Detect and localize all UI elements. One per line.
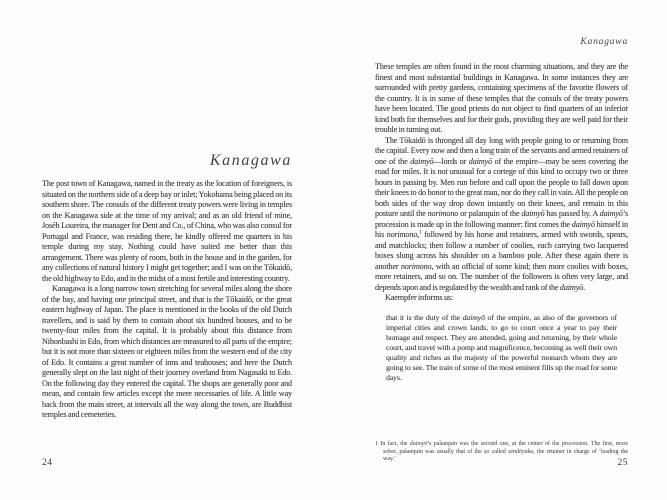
footnote: 1 In fact, the daimyō’s palanquin was the second one, at the center of the procession. The first, more sober, palanquin was usually that of the so called sendōyaku, the retainer in charge of ‘leading the way.’ — [375, 440, 629, 463]
running-header: Kanagawa — [580, 37, 628, 47]
page-number-right: 25 — [617, 458, 628, 468]
chapter-title: Kanagawa — [209, 152, 292, 169]
right-page — [375, 0, 628, 383]
kaempfer-blockquote: that it is the duty of the daimyō of the empire, as also of the governors of imperial cities and crown lands, to go to court once a year to pay their homage and respect. They are attended, going and returning, by their whole court, and travel with a pomp and magnificence, becoming as well their own quality and riches as the majesty of the powerful monarch whom they are going to see. The train of some of the most eminent fills up the road for some days. — [386, 312, 617, 382]
left-page — [42, 0, 292, 421]
paragraph: The Tōkaidō is thronged all day long with people going to or returning from the capital. Every now and then a long train of the servants and armed retainers of one of the daimyō—lords or daimyō of the empire—may be seen covering the road for miles. It is not unusual for a cortege of this kind to occupy two or three hours in passing by. Men run before and call upon the people to fall down upon their knees to do honor to the great man, nor do they call in vain. All the people on both sides of the way drop down instantly on their knees, and remain in this posture until the norimono or palanquin of the daimyō has passed by. A daimyō’s procession is made up in the following manner: first comes the daimyō himself in his norimono,$^1$ followed by his horse and retainers, armed with swords, spears, and matchlocks; then follow a number of coolies, each carrying two lacquered boxes slung across his shoulder on a bamboo pole. After these again there is another norimono, with an official of some kind; then more coolies with boxes, more retainers, and so on. The number of the followers is often very large, and depends upon and is regulated by the wealth and rank of the daimyō. — [375, 135, 629, 292]
paragraph: The post town of Kanagawa, named in the treaty as the location of foreigners, is situated on the northern side of a deep bay or inlet; Yokohama being placed on its southern shore. The consuls of the different treaty powers were living in temples on the Kanagawa side at the time of my arrival; and as an old friend of mine, Joséh Loureira, the manager for Dent and Co., of China, who was also consul for Portugal and France, was residing there, he kindly offered me quarters in his temple during my stay. Nothing could have suited me better than this arrangement. There was plenty of room, both in the house and in the garden, for any collections of natural history I might get together; and I was on the Tōkaidō, the old highway to Edo, and in the midst of a most fertile and interesting country. — [42, 179, 292, 283]
left-page-body — [42, 179, 292, 421]
right-page-body — [375, 62, 628, 304]
page-number-left: 24 — [42, 458, 53, 468]
paragraph: Kanagawa is a long narrow town stretching for several miles along the shore of the bay, and having one principal street, and that is the Tōkaidō, or the great eastern highway of Japan. The place is mentioned in the books of the old Dutch travellers, and is said by them to contain about six hundred houses, and to be twenty-four miles from the capital. It is probably about this distance from Nihonbashi in Edo, from which distances are measured to all parts of the empire; but it is not more than sixteen or eighteen miles from the western end of the city of Edo. It contains a great number of inns and teahouses; and here the Dutch generally slept on the last night of their journey overland from Nagasaki to Edo. On the following day they entered the capital. The shops are generally poor and mean, and contain few articles except the mere necessaries of life. A little way back from the main street, at intervals all the way along the town, are Buddhist temples and cemeteries. — [42, 284, 292, 419]
paragraph: Kaempfer informs us: — [385, 293, 454, 302]
paragraph: These temples are often found in the most charming situations, and they are the finest and most substantial buildings in Kanagawa. In some instances they are surrounded with pretty gardens, containing specimens of the favorite flowers of the country. It is in some of these temples that the consuls of the treaty powers have been located. The good priests do not object to find quarters of an inferior kind both for themselves and for their gods, providing they are well paid for their trouble in turning out. — [375, 62, 628, 134]
